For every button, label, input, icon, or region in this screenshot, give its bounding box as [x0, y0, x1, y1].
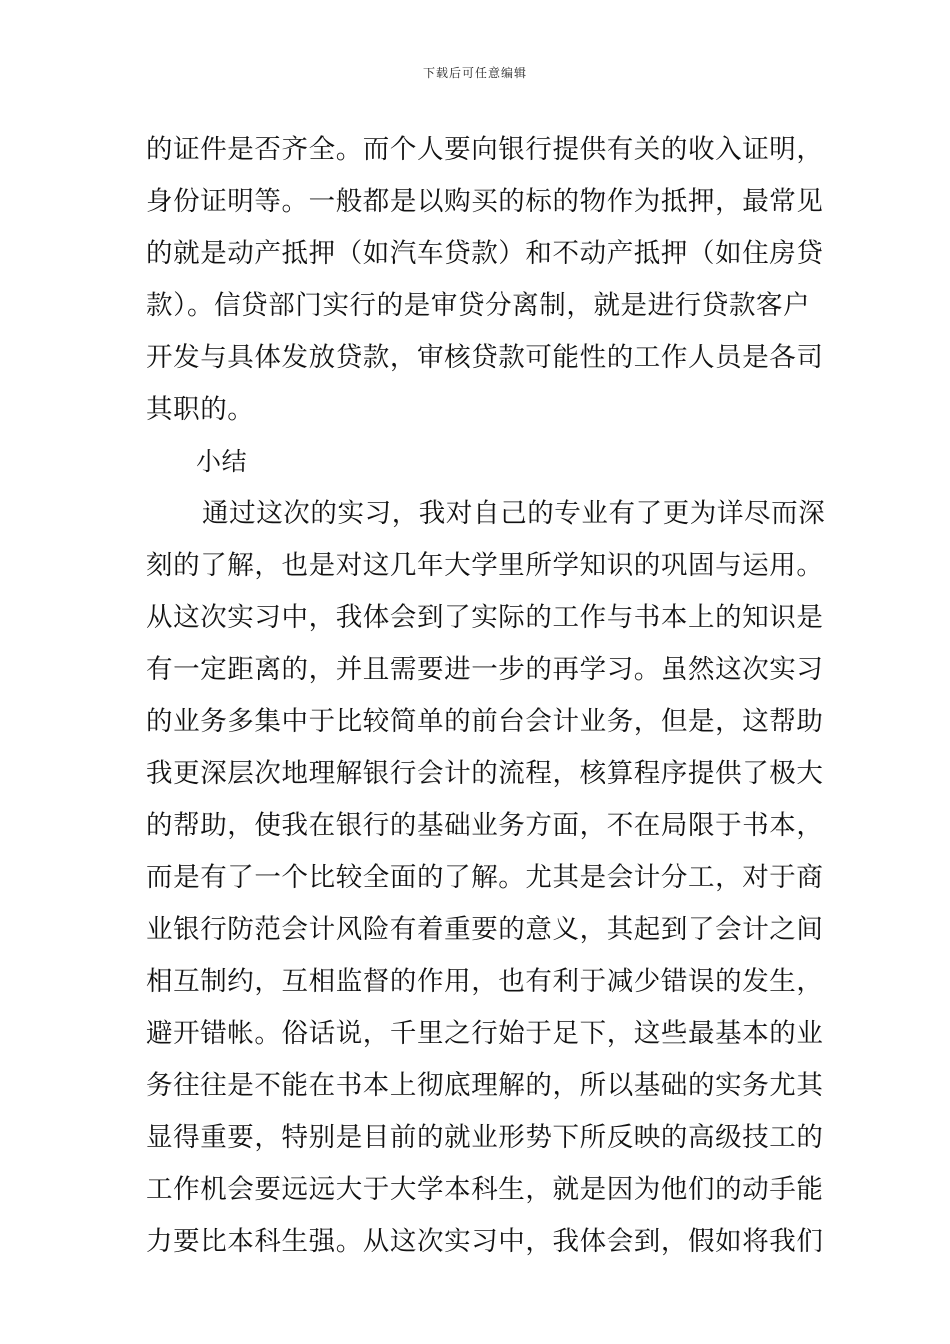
paragraph-line: 业银行防范会计风险有着重要的意义，其起到了会计之间 — [146, 914, 824, 945]
paragraph-line: 的证件是否齐全。而个人要向银行提供有关的收入证明， — [146, 134, 824, 165]
paragraph-line: 通过这次的实习，我对自己的专业有了更为详尽而深 — [202, 498, 826, 529]
paragraph-line: 相互制约，互相监督的作用，也有利于减少错误的发生， — [146, 966, 824, 997]
paragraph-line: 有一定距离的，并且需要进一步的再学习。虽然这次实习 — [146, 654, 824, 685]
paragraph-line: 务往往是不能在书本上彻底理解的，所以基础的实务尤其 — [146, 1070, 824, 1101]
paragraph-line: 而是有了一个比较全面的了解。尤其是会计分工，对于商 — [146, 862, 824, 893]
paragraph-line: 的就是动产抵押（如汽车贷款）和不动产抵押（如住房贷 — [146, 238, 824, 269]
paragraph-line: 款）。信贷部门实行的是审贷分离制，就是进行贷款客户 — [146, 290, 811, 321]
paragraph-line: 开发与具体发放贷款，审核贷款可能性的工作人员是各司 — [146, 342, 824, 373]
paragraph-line: 刻的了解，也是对这几年大学里所学知识的巩固与运用。 — [146, 550, 824, 581]
paragraph-line: 的帮助，使我在银行的基础业务方面，不在局限于书本， — [146, 810, 824, 841]
paragraph-line: 身份证明等。一般都是以购买的标的物作为抵押，最常见 — [146, 186, 824, 217]
paragraph-line: 的业务多集中于比较简单的前台会计业务，但是，这帮助 — [146, 706, 824, 737]
paragraph-line: 从这次实习中，我体会到了实际的工作与书本上的知识是 — [146, 602, 824, 633]
page-header: 下载后可任意编辑 — [422, 66, 527, 80]
section-heading: 小结 — [196, 447, 248, 476]
paragraph-line: 其职的。 — [146, 394, 255, 425]
paragraph-line: 力要比本科生强。从这次实习中，我体会到，假如将我们 — [146, 1226, 824, 1257]
paragraph-line: 避开错帐。俗话说，千里之行始于足下，这些最基本的业 — [146, 1018, 824, 1049]
paragraph-line: 工作机会要远远大于大学本科生，就是因为他们的动手能 — [146, 1174, 824, 1205]
paragraph-line: 显得重要，特别是目前的就业形势下所反映的高级技工的 — [146, 1122, 824, 1153]
paragraph-line: 我更深层次地理解银行会计的流程，核算程序提供了极大 — [146, 758, 824, 789]
document-body — [146, 124, 826, 1268]
